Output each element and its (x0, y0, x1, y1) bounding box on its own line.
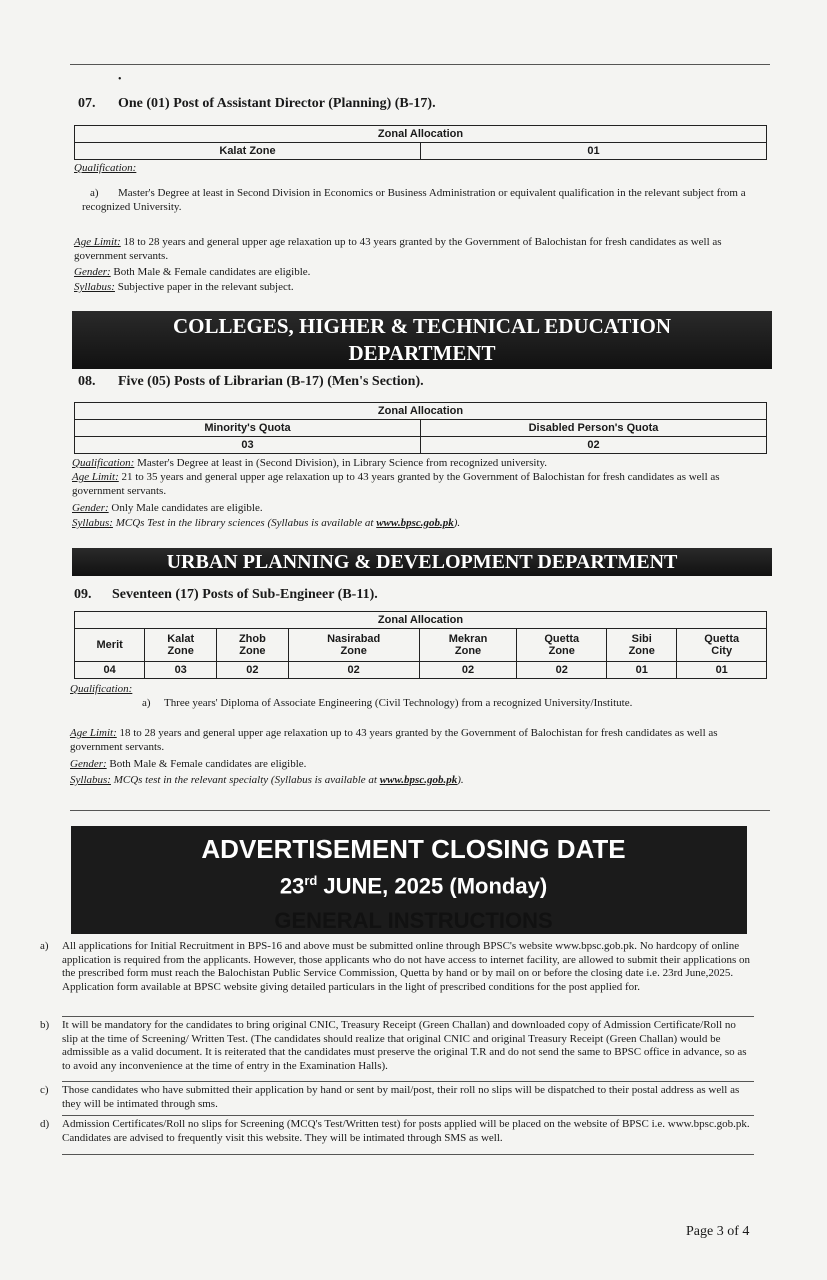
top-divider (70, 64, 770, 65)
table-cell (419, 629, 517, 662)
col-line2: Zone (548, 645, 575, 657)
col-line2: Zone (454, 645, 482, 657)
col-line1: Kalat (167, 633, 195, 645)
col-line2: Zone (239, 645, 266, 657)
qualification-label: Qualification: (72, 457, 135, 469)
col-line1: Quetta (704, 633, 740, 645)
instruction-index: c) (40, 1084, 49, 1096)
table-header: Zonal Allocation (75, 126, 767, 143)
table-header: Zonal Allocation (75, 612, 767, 629)
col-line1: Sibi (631, 633, 652, 645)
post09-qualification-text: Three years' Diploma of Associate Engineering (Civil Technology) from a recognized University/Institute. (164, 697, 633, 709)
syllabus-text: MCQs Test in the library sciences (Syllabus is available at (115, 517, 377, 529)
col-line2: Zone (167, 645, 194, 657)
instruction-item (40, 1118, 754, 1145)
table-cell: 02 (421, 437, 767, 454)
instruction-item (40, 940, 754, 994)
gender-label: Gender: (72, 502, 109, 514)
post09-gender-block (70, 758, 306, 772)
gender-label: Gender: (70, 758, 107, 770)
gender-label: Gender: (74, 266, 111, 278)
table-cell (75, 629, 145, 662)
syllabus-link[interactable]: www.bpsc.gob.pk (379, 774, 458, 786)
general-instructions-title: GENERAL INSTRUCTIONS (274, 908, 553, 933)
table-cell: 03 (145, 662, 217, 679)
col-line1: Nasirabad (327, 633, 381, 645)
post09-age-block (70, 727, 772, 754)
syllabus-label: Syllabus: (74, 281, 115, 293)
table-cell: 01 (677, 662, 767, 679)
syllabus-label: Syllabus: (70, 774, 111, 786)
instruction-index: d) (40, 1118, 50, 1130)
instruction-index: b) (40, 1019, 50, 1031)
age-text: 21 to 35 years and general upper age relaxation up to 43 years granted by the Government of Balochistan for fresh candidates as well as government servants. (72, 471, 720, 497)
col-line2: Zone (628, 645, 655, 657)
age-label: Age Limit: (74, 236, 121, 248)
dept-urban-banner (72, 548, 772, 576)
post07-number: 07. (78, 96, 96, 111)
instruction-text: It will be mandatory for the candidates to bring original CNIC, Treasury Receipt (Green Challan) and downloaded copy of Admission Certificate/Roll no slip at the time of Screening/ Written Test. (The candidates should realize that original CNIC and original Treasury Receipt (Green Challan) would be admissible as a valid document. It is reiterated that the candidates must preserve the original T.R and do not send the same to BPSC office in advance, so as to avoid any inconvenience at the time of entry in the Examination Halls). (62, 1019, 747, 1072)
table-cell (677, 629, 767, 662)
closing-date-sup: rd (304, 873, 318, 888)
age-label: Age Limit: (72, 471, 119, 483)
syllabus-end: ). (457, 774, 464, 786)
col-line1: Quetta (544, 633, 580, 645)
gender-text: Only Male candidates are eligible. (111, 502, 263, 514)
closing-title: ADVERTISEMENT CLOSING DATE (201, 834, 626, 864)
syllabus-end: ). (453, 517, 461, 529)
table-cell (517, 629, 607, 662)
post09-qualification-label: Qualification: (70, 683, 133, 695)
post08-allocation-table (74, 402, 767, 454)
table-cell (145, 629, 217, 662)
table-cell: 04 (75, 662, 145, 679)
post07-gender-block (74, 266, 310, 280)
table-cell: 02 (288, 662, 419, 679)
table-cell: Disabled Person's Quota (421, 420, 767, 437)
table-header: Zonal Allocation (75, 403, 767, 420)
post07-allocation-table (74, 125, 767, 160)
table-cell: 01 (421, 143, 767, 160)
post08-syllabus-block (72, 517, 460, 531)
dept-urban-title: URBAN PLANNING & DEVELOPMENT DEPARTMENT (166, 551, 678, 573)
col-line2: Zone (340, 645, 367, 657)
section-divider (70, 810, 770, 811)
post08-number: 08. (78, 374, 96, 389)
qualification-text: Master's Degree at least in (Second Division), in Library Science from recognized university. (137, 457, 548, 469)
gender-text: Both Male & Female candidates are eligible. (109, 758, 307, 770)
post09-qualification-item: a) (142, 697, 151, 709)
syllabus-link[interactable]: www.bpsc.gob.pk (376, 517, 454, 529)
table-cell: 03 (75, 437, 421, 454)
closing-date (0, 873, 827, 899)
syllabus-text: MCQs test in the relevant specialty (Syllabus is available at (113, 774, 380, 786)
gender-text: Both Male & Female candidates are eligible. (113, 266, 311, 278)
table-cell: Kalat Zone (75, 143, 421, 160)
table-cell: 02 (517, 662, 607, 679)
post09-allocation-table (74, 611, 767, 679)
instruction-text: Admission Certificates/Roll no slips for Screening (MCQ's Test/Written test) for posts applied will be placed on the website of BPSC i.e. www.bpsc.gob.pk. Candidates are advised to frequently visit this website. They will be intimated through SMS as well. (62, 1118, 750, 1144)
dept-colleges-banner (72, 311, 772, 369)
table-cell: Minority's Quota (75, 420, 421, 437)
table-cell (288, 629, 419, 662)
instruction-divider (62, 1081, 754, 1082)
post08-age-block (72, 471, 772, 498)
age-text: 18 to 28 years and general upper age relaxation up to 43 years granted by the Government of Balochistan for fresh candidates as well as government servants. (74, 236, 722, 262)
post08-qualification-block (72, 457, 772, 471)
bullet-mark: • (118, 74, 122, 85)
post08-gender-block (72, 502, 263, 516)
table-cell (217, 629, 289, 662)
col-line1: Merit (96, 639, 123, 651)
table-cell: 02 (419, 662, 517, 679)
dept-colleges-line1: COLLEGES, HIGHER & TECHNICAL EDUCATION (172, 314, 672, 338)
age-text: 18 to 28 years and general upper age relaxation up to 43 years granted by the Government of Balochistan for fresh candidates as well as government servants. (70, 727, 718, 753)
closing-date-rest: JUNE, 2025 (Monday) (317, 873, 548, 899)
post07-title: One (01) Post of Assistant Director (Planning) (B-17). (118, 96, 436, 111)
closing-date-day: 23 (279, 873, 305, 899)
table-cell: 01 (607, 662, 677, 679)
instruction-item (40, 1084, 754, 1111)
dept-colleges-line2: DEPARTMENT (348, 341, 496, 365)
post07-qualification-item: a) (90, 187, 99, 199)
post07-qualification-text: Master's Degree at least in Second Division in Economics or Business Administration or equivalent qualification in the relevant subject from a recognized University. (82, 187, 746, 213)
instruction-divider (62, 1115, 754, 1116)
post09-number: 09. (74, 587, 92, 602)
instruction-text: All applications for Initial Recruitment in BPS-16 and above must be submitted online through BPSC's website www.bpsc.gob.pk. No hardcopy of online application is required from the applicants. However, those applicants who do not have access to internet facility, are allowed to submit their applications on the prescribed form must reach the Balochistan Public Service Commission, Quetta by hand or by mail on or before the closing date i.e. 23rd June,2025. Application form available at BPSC website giving detailed particulars in the light of prescribed conditions for the post applied for. (62, 940, 750, 993)
post08-title: Five (05) Posts of Librarian (B-17) (Men's Section). (118, 374, 424, 389)
col-line1: Zhob (238, 633, 266, 645)
table-cell: 02 (217, 662, 289, 679)
instruction-text: Those candidates who have submitted their application by hand or sent by mail/post, their roll no slips will be dispatched to their postal address as well as they will be intimated through sms. (62, 1084, 740, 1110)
post09-title: Seventeen (17) Posts of Sub-Engineer (B-11). (112, 587, 378, 602)
post09-syllabus-block (70, 774, 464, 788)
col-line1: Mekran (448, 633, 488, 645)
syllabus-label: Syllabus: (72, 517, 113, 529)
col-line2: City (711, 645, 733, 657)
age-label: Age Limit: (70, 727, 117, 739)
instruction-divider (62, 1016, 754, 1017)
post07-age-block (74, 236, 772, 263)
syllabus-text: Subjective paper in the relevant subject. (117, 281, 294, 293)
instruction-index: a) (40, 940, 49, 952)
page-number: Page 3 of 4 (686, 1224, 750, 1239)
table-cell (607, 629, 677, 662)
instruction-item (40, 1019, 754, 1073)
post07-syllabus-block (74, 281, 294, 295)
bottom-divider (62, 1154, 754, 1155)
post07-qualification-label: Qualification: (74, 162, 137, 174)
